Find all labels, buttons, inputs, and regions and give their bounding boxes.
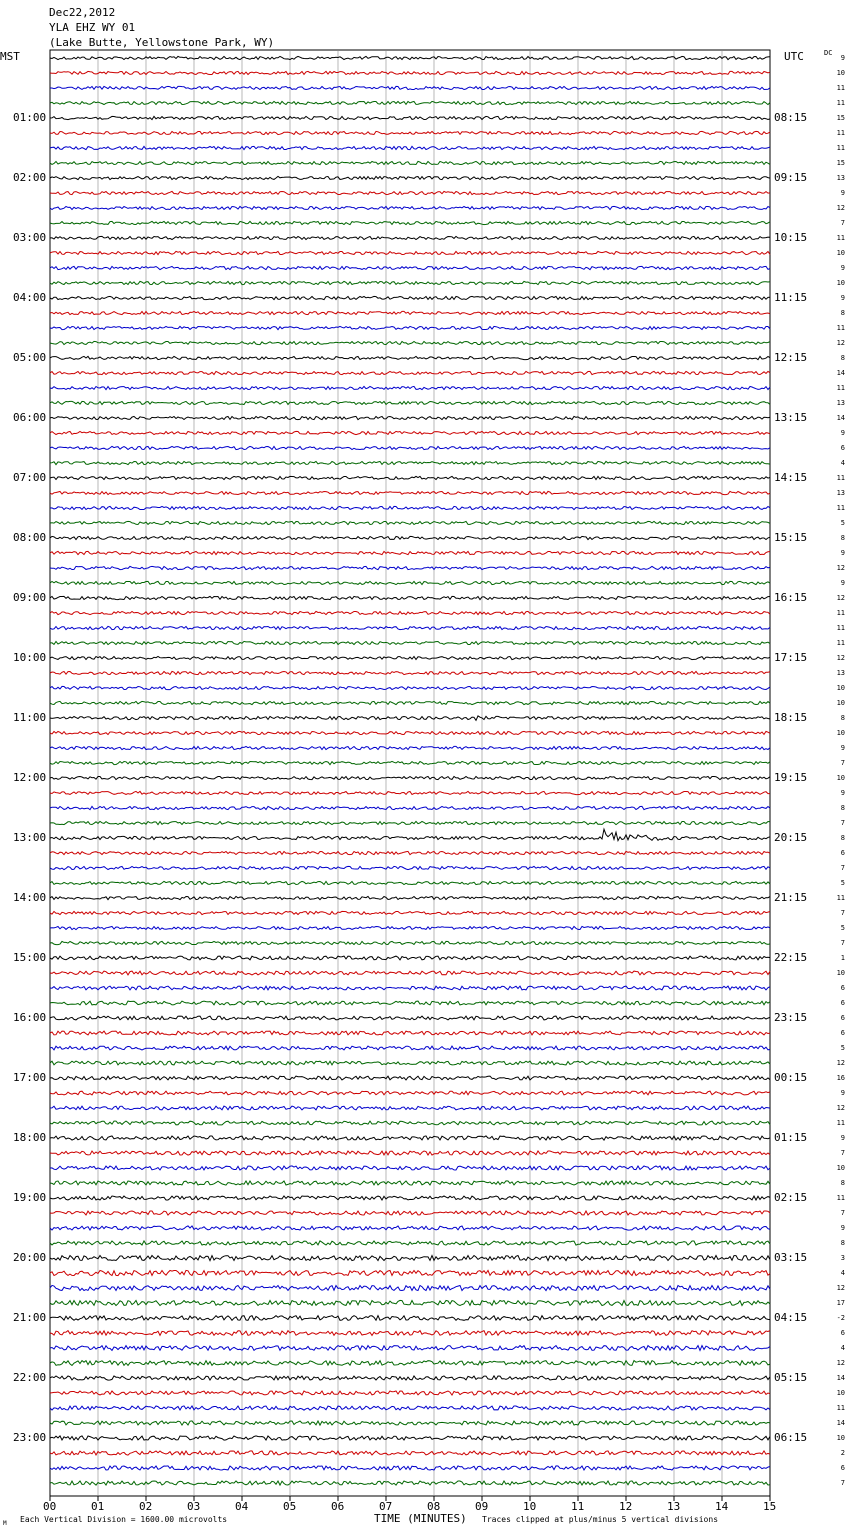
trace-row [50,911,770,914]
dc-offset-label: 11 [836,1404,845,1412]
dc-offset-label: 11 [836,624,845,632]
dc-offset-label: 6 [840,984,845,992]
utc-hour-label: 05:15 [774,1371,808,1384]
dc-offset-label: 9 [840,294,845,302]
left-timezone-label: MST [0,50,20,63]
dc-offset-label: 12 [836,1059,845,1067]
trace-row [50,326,770,329]
utc-hour-label: 23:15 [774,1011,808,1024]
mst-hour-label: 17:00 [13,1071,47,1084]
mst-hour-label: 22:00 [13,1371,47,1384]
trace-row [50,1451,770,1455]
mst-hour-label: 08:00 [13,531,47,544]
mst-hour-label: 05:00 [13,351,47,364]
dc-offset-label: 7 [840,1209,845,1217]
trace-row [50,1211,770,1215]
trace-row [50,701,770,704]
trace-row [50,1046,770,1050]
dc-offset-label: 7 [840,759,845,767]
dc-offset-label: 14 [836,1374,845,1382]
trace-row [50,1346,770,1351]
trace-row [50,731,770,734]
trace-row [50,1031,770,1035]
dc-offset-label: 8 [840,714,845,722]
x-tick-label: 04 [235,1500,249,1513]
trace-row [50,146,770,149]
utc-hour-label: 10:15 [774,231,808,244]
trace-row [50,776,770,779]
dc-offset-label: 1 [840,954,845,962]
dc-offset-label: 5 [840,924,845,932]
mst-hour-label: 11:00 [13,711,47,724]
x-tick-label: 14 [715,1500,729,1513]
dc-offset-label: 12 [836,1284,845,1292]
dc-offset-label: 12 [836,594,845,602]
dc-offset-label: 13 [836,399,845,407]
mst-hour-label: 01:00 [13,111,47,124]
trace-row [50,251,770,254]
utc-hour-label: 08:15 [774,111,808,124]
corner-mark: M [3,1520,7,1527]
dc-offset-label: 10 [836,1389,845,1397]
trace-row [50,626,770,629]
trace-row [50,86,770,89]
dc-offset-label: 9 [840,789,845,797]
dc-offset-label: 6 [840,1014,845,1022]
trace-row [50,866,770,869]
utc-hour-label: 18:15 [774,711,808,724]
trace-row [50,221,770,224]
dc-offset-label: 6 [840,849,845,857]
trace-row [50,761,770,764]
dc-offset-label: 12 [836,654,845,662]
dc-offset-label: 15 [836,159,845,167]
trace-row [50,851,770,854]
trace-row [50,671,770,674]
trace-row [50,401,770,404]
trace-row [50,657,770,660]
trace-row [50,566,770,569]
dc-offset-label: 8 [840,534,845,542]
dc-offset-label: 9 [840,264,845,272]
trace-row [50,1166,770,1170]
dc-offset-label: 12 [836,1104,845,1112]
trace-row [50,116,770,119]
mst-hour-label: 09:00 [13,591,47,604]
trace-row [50,56,770,59]
dc-offset-label: 12 [836,564,845,572]
x-tick-label: 10 [523,1500,537,1513]
dc-offset-label: 8 [840,834,845,842]
trace-row [50,1285,770,1290]
dc-offset-label: 13 [836,489,845,497]
trace-row [50,1061,770,1065]
x-tick-label: 13 [667,1500,681,1513]
trace-row [50,986,770,990]
trace-row [50,1241,770,1245]
trace-row [50,581,770,584]
trace-row [50,1391,770,1395]
dc-offset-label: 11 [836,384,845,392]
trace-row [50,686,770,689]
x-tick-label: 12 [619,1500,633,1513]
trace-row [50,596,770,599]
mst-hour-label: 07:00 [13,471,47,484]
x-tick-label: 05 [283,1500,297,1513]
trace-row [50,536,770,539]
trace-row [50,956,770,960]
dc-offset-label: 11 [836,324,845,332]
dc-offset-label: 11 [836,474,845,482]
right-timezone-label: UTC [784,50,804,63]
mst-hour-label: 20:00 [13,1251,47,1264]
trace-row [50,371,770,374]
dc-offset-label: 9 [840,549,845,557]
x-tick-label: 01 [91,1500,105,1513]
dc-offset-label: 10 [836,684,845,692]
trace-row [50,1270,770,1275]
dc-offset-label: 9 [840,189,845,197]
trace-row [50,161,770,164]
dc-offset-label: -2 [836,1314,845,1322]
trace-row [50,1421,770,1425]
trace-row [50,1300,770,1305]
dc-offset-label: 11 [836,144,845,152]
dc-offset-label: 4 [840,1344,845,1352]
dc-offset-label: 4 [840,1269,845,1277]
trace-row [50,1091,770,1095]
dc-offset-label: 4 [840,459,845,467]
dc-offset-label: 5 [840,519,845,527]
dc-offset-label: 9 [840,54,845,62]
mst-hour-label: 19:00 [13,1191,47,1204]
dc-offset-label: 16 [836,1074,845,1082]
dc-offset-label: 11 [836,99,845,107]
trace-row [50,266,770,269]
dc-offset-label: 14 [836,1419,845,1427]
trace-row [50,941,770,944]
trace-row [50,926,770,929]
dc-offset-label: 2 [840,1449,845,1457]
trace-row [50,1481,770,1485]
trace-row [50,491,770,494]
x-tick-label: 00 [43,1500,57,1513]
dc-offset-label: 7 [840,864,845,872]
dc-offset-label: 11 [836,609,845,617]
trace-row [50,1256,770,1261]
utc-hour-label: 12:15 [774,351,808,364]
dc-offset-label: 11 [836,504,845,512]
dc-offset-label: 8 [840,309,845,317]
mst-hour-label: 10:00 [13,651,47,664]
trace-row [50,461,770,464]
dc-offset-label: 9 [840,744,845,752]
dc-offset-label: 11 [836,894,845,902]
trace-row [50,101,770,104]
x-tick-label: 11 [571,1500,585,1513]
trace-row [50,311,770,314]
trace-row [50,446,770,449]
trace-row [50,176,770,179]
mst-hour-label: 21:00 [13,1311,47,1324]
utc-hour-label: 17:15 [774,651,808,664]
dc-offset-label: 9 [840,429,845,437]
x-tick-label: 09 [475,1500,489,1513]
chart-date: Dec22,2012 [49,6,116,19]
dc-offset-label: 7 [840,909,845,917]
utc-hour-label: 00:15 [774,1071,808,1084]
utc-hour-label: 19:15 [774,771,808,784]
station-id: YLA EHZ WY 01 [49,21,136,34]
trace-row [50,1001,770,1005]
mst-hour-label: 18:00 [13,1131,47,1144]
dc-offset-label: 6 [840,1464,845,1472]
trace-row [50,1196,770,1200]
dc-offset-label: 7 [840,939,845,947]
trace-row [50,416,770,419]
utc-hour-label: 06:15 [774,1431,808,1444]
utc-hour-label: 04:15 [774,1311,808,1324]
dc-offset-label: 10 [836,1434,845,1442]
trace-row [50,1316,770,1321]
dc-offset-label: 11 [836,84,845,92]
dc-offset-label: 10 [836,729,845,737]
utc-hour-label: 21:15 [774,891,808,904]
trace-row [50,1361,770,1366]
trace-row [50,1436,770,1440]
utc-hour-label: 16:15 [774,591,808,604]
trace-row [50,71,770,74]
trace-row [50,1406,770,1410]
dc-offset-label: 12 [836,204,845,212]
trace-row [50,1376,770,1380]
trace-row [50,356,770,359]
trace-row [50,641,770,644]
dc-offset-label: 10 [836,69,845,77]
x-tick-label: 06 [331,1500,345,1513]
station-location: (Lake Butte, Yellowstone Park, WY) [49,36,275,49]
dc-offset-label: 6 [840,1029,845,1037]
trace-row [50,1106,770,1110]
dc-offset-label: 17 [836,1299,845,1307]
trace-row [50,1226,770,1230]
dc-offset-label: 12 [836,339,845,347]
mst-hour-label: 23:00 [13,1431,47,1444]
dc-offset-label: 5 [840,1044,845,1052]
trace-row [50,1331,770,1336]
mst-hour-label: 15:00 [13,951,47,964]
dc-offset-label: 9 [840,1224,845,1232]
dc-offset-label: 7 [840,1149,845,1157]
trace-row [50,206,770,209]
dc-offset-label: 5 [840,879,845,887]
trace-row [50,521,770,524]
trace-row [50,881,770,884]
utc-hour-label: 09:15 [774,171,808,184]
dc-offset-label: 12 [836,1359,845,1367]
dc-offset-label: 8 [840,354,845,362]
dc-offset-label: 6 [840,1329,845,1337]
trace-row [50,296,770,299]
dc-offset-label: 7 [840,219,845,227]
utc-hour-label: 03:15 [774,1251,808,1264]
trace-row [50,551,770,554]
dc-offset-label: 14 [836,414,845,422]
scale-note: Each Vertical Division = 1600.00 microvolts [20,1515,228,1524]
trace-row [50,131,770,134]
dc-offset-label: 10 [836,969,845,977]
dc-offset-label: 10 [836,279,845,287]
dc-offset-label: 10 [836,1164,845,1172]
trace-row [50,1076,770,1080]
utc-hour-label: 20:15 [774,831,808,844]
clip-note: Traces clipped at plus/minus 5 vertical divisions [482,1515,719,1524]
mst-hour-label: 03:00 [13,231,47,244]
dc-offset-label: 13 [836,669,845,677]
trace-row [50,829,770,840]
x-tick-label: 02 [139,1500,153,1513]
trace-row [50,806,770,809]
trace-row [50,386,770,389]
dc-offset-label: 11 [836,1119,845,1127]
dc-offset-label: 9 [840,1134,845,1142]
trace-row [50,746,770,749]
mst-hour-label: 14:00 [13,891,47,904]
trace-row [50,1181,770,1185]
utc-hour-label: 02:15 [774,1191,808,1204]
trace-row [50,1121,770,1125]
utc-hour-label: 13:15 [774,411,808,424]
trace-row [50,281,770,284]
dc-offset-label: 14 [836,369,845,377]
dc-offset-label: 8 [840,1239,845,1247]
trace-row [50,341,770,344]
dc-offset-label: 7 [840,819,845,827]
dc-offset-label: 8 [840,804,845,812]
trace-row [50,896,770,899]
dc-offset-label: 8 [840,1179,845,1187]
utc-hour-label: 11:15 [774,291,808,304]
trace-row [50,716,770,720]
x-tick-label: 15 [763,1500,777,1513]
utc-hour-label: 22:15 [774,951,808,964]
mst-hour-label: 06:00 [13,411,47,424]
dc-offset-label: 9 [840,579,845,587]
mst-hour-label: 02:00 [13,171,47,184]
dc-offset-label: 7 [840,1479,845,1487]
trace-row [50,791,770,794]
dc-offset-label: 10 [836,774,845,782]
dc-offset-label: 10 [836,249,845,257]
trace-row [50,1151,770,1155]
trace-row [50,476,770,479]
utc-hour-label: 14:15 [774,471,808,484]
dc-offset-label: 11 [836,234,845,242]
trace-row [50,431,770,434]
trace-row [50,971,770,975]
mst-hour-label: 16:00 [13,1011,47,1024]
mst-hour-label: 12:00 [13,771,47,784]
dc-offset-label: 3 [840,1254,845,1262]
dc-offset-label: 10 [836,699,845,707]
trace-row [50,236,770,239]
dc-offset-label: 9 [840,1089,845,1097]
x-tick-label: 07 [379,1500,393,1513]
dc-offset-label: 6 [840,999,845,1007]
dc-column-label: DC [824,49,833,57]
dc-offset-label: 11 [836,1194,845,1202]
trace-row [50,611,770,614]
trace-row [50,506,770,509]
trace-row [50,821,770,824]
trace-row [50,1016,770,1020]
dc-offset-label: 11 [836,129,845,137]
x-tick-label: 08 [427,1500,441,1513]
trace-row [50,191,770,194]
mst-hour-label: 04:00 [13,291,47,304]
utc-hour-label: 01:15 [774,1131,808,1144]
mst-hour-label: 13:00 [13,831,47,844]
x-tick-label: 03 [187,1500,201,1513]
dc-offset-label: 15 [836,114,845,122]
utc-hour-label: 15:15 [774,531,808,544]
trace-row [50,1136,770,1140]
dc-offset-label: 11 [836,639,845,647]
dc-offset-label: 6 [840,444,845,452]
dc-offset-label: 13 [836,174,845,182]
trace-row [50,1466,770,1470]
x-axis-label: TIME (MINUTES) [374,1512,467,1525]
